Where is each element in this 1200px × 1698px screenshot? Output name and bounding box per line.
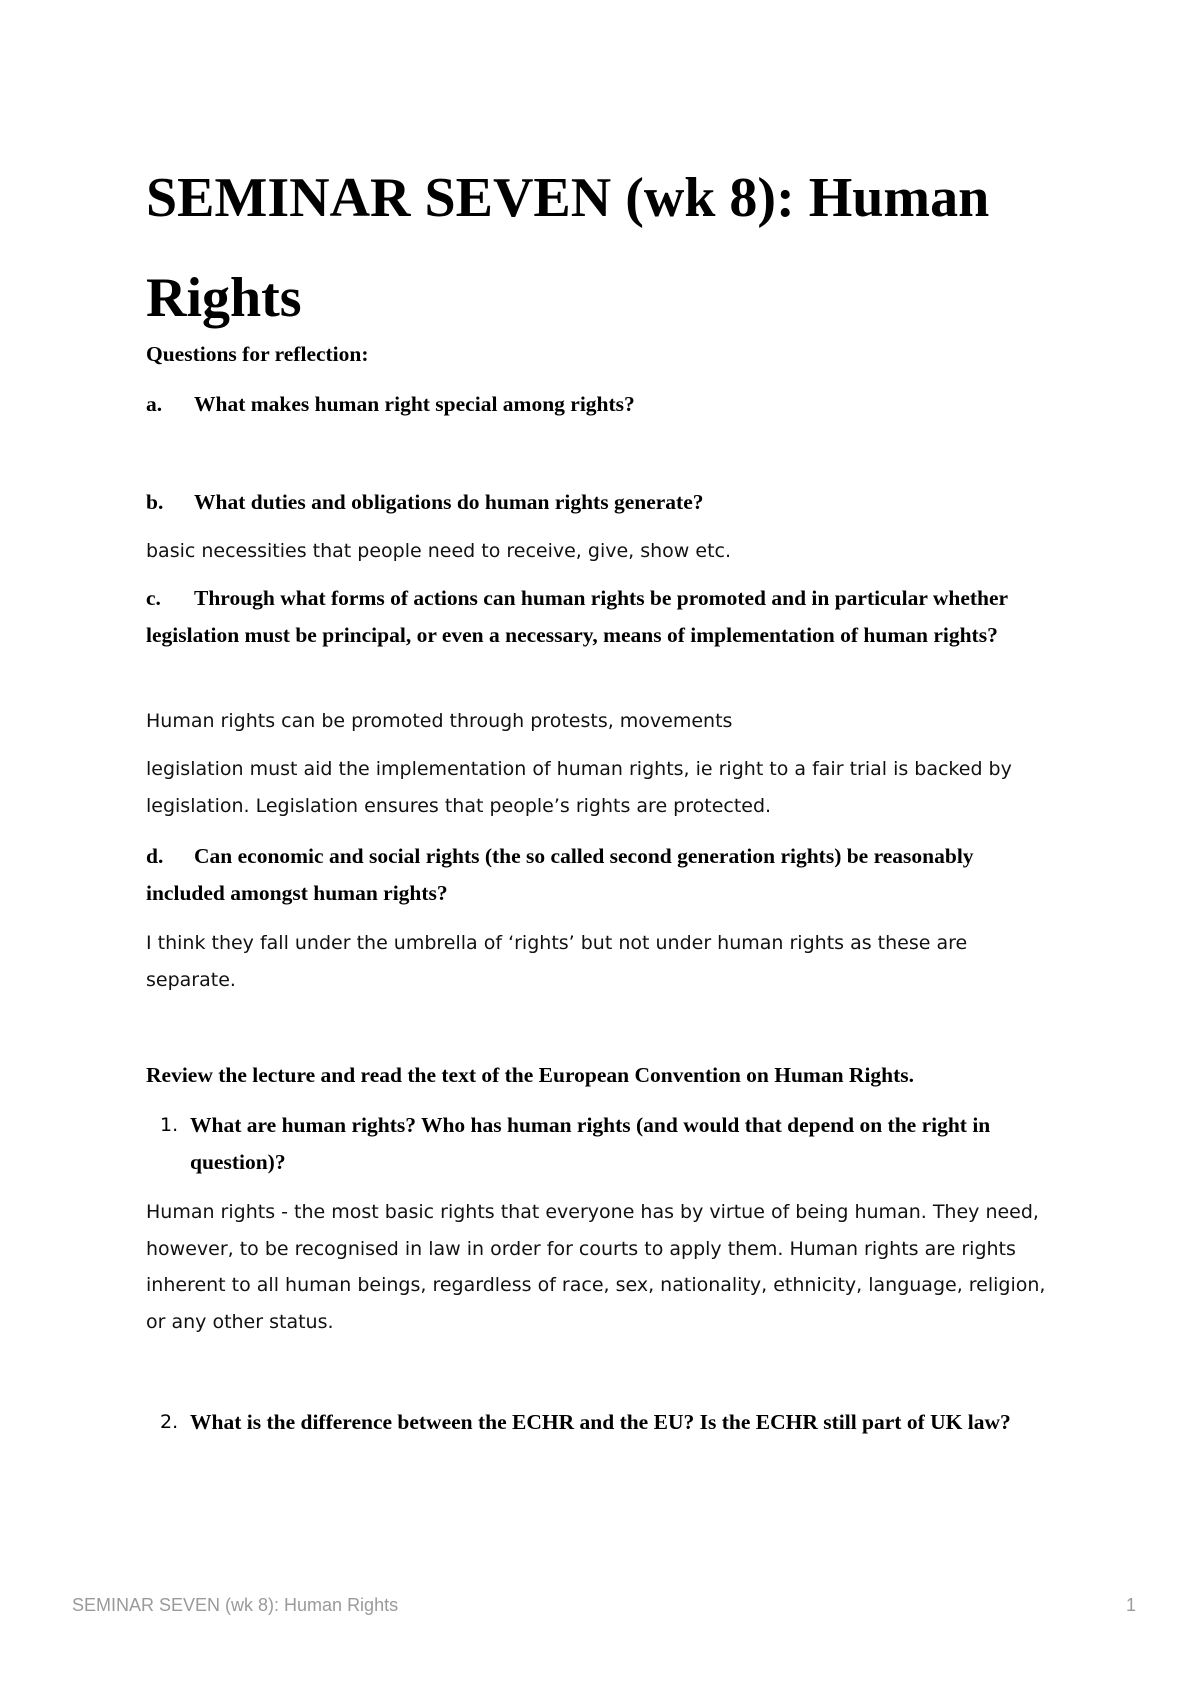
answer-c-2: legislation must aid the implementation of human rights, ie right to a fair trial is backed by legislation. Legislation ensures that people’s rights are protected. xyxy=(146,758,1012,817)
question-text: What makes human right special among rights? xyxy=(194,392,635,416)
answer-b: basic necessities that people need to receive, give, show etc. xyxy=(146,540,732,562)
question-label: b. xyxy=(146,490,164,514)
document-title: SEMINAR SEVEN (wk 8): Human Rights xyxy=(146,167,990,329)
page-number: 1 xyxy=(1125,1595,1136,1615)
question-text: What duties and obligations do human rights generate? xyxy=(194,490,704,514)
answer-c-1: Human rights can be promoted through protests, movements xyxy=(146,710,733,732)
question-b xyxy=(146,484,1066,521)
item-text: What is the difference between the ECHR and the EU? Is the ECHR still part of UK law? xyxy=(190,1410,1011,1434)
question-label: d. xyxy=(146,844,164,868)
questions-heading: Questions for reflection: xyxy=(146,342,369,366)
question-label: c. xyxy=(146,586,161,610)
item-number: 2. xyxy=(160,1411,179,1433)
numbered-item-2 xyxy=(160,1404,1050,1441)
item-text: What are human rights? Who has human rights (and would that depend on the right in question)? xyxy=(190,1113,991,1174)
page-footer: SEMINAR SEVEN (wk 8): Human Rights xyxy=(72,1595,399,1615)
numbered-item-1 xyxy=(160,1107,1050,1181)
question-label: a. xyxy=(146,392,163,416)
question-text: Through what forms of actions can human rights be promoted and in particular whether legislation must be principal, or even a necessary, means of implementation of human rights? xyxy=(146,586,1008,647)
review-heading: Review the lecture and read the text of the European Convention on Human Rights. xyxy=(146,1063,915,1087)
answer-1: Human rights - the most basic rights that everyone has by virtue of being human. They need, however, to be recognised in law in order for courts to apply them. Human rights are rights inherent to all human beings, regardless of race, sex, nationality, ethnicity, language, religion, or any other status. xyxy=(146,1201,1046,1333)
question-text: Can economic and social rights (the so called second generation rights) be reasonably included amongst human rights? xyxy=(146,844,974,905)
question-a xyxy=(146,386,1066,423)
question-d xyxy=(146,838,1026,911)
item-number: 1. xyxy=(160,1114,179,1136)
answer-d: I think they fall under the umbrella of ‘rights’ but not under human rights as these are separate. xyxy=(146,932,968,991)
question-c xyxy=(146,580,1066,653)
